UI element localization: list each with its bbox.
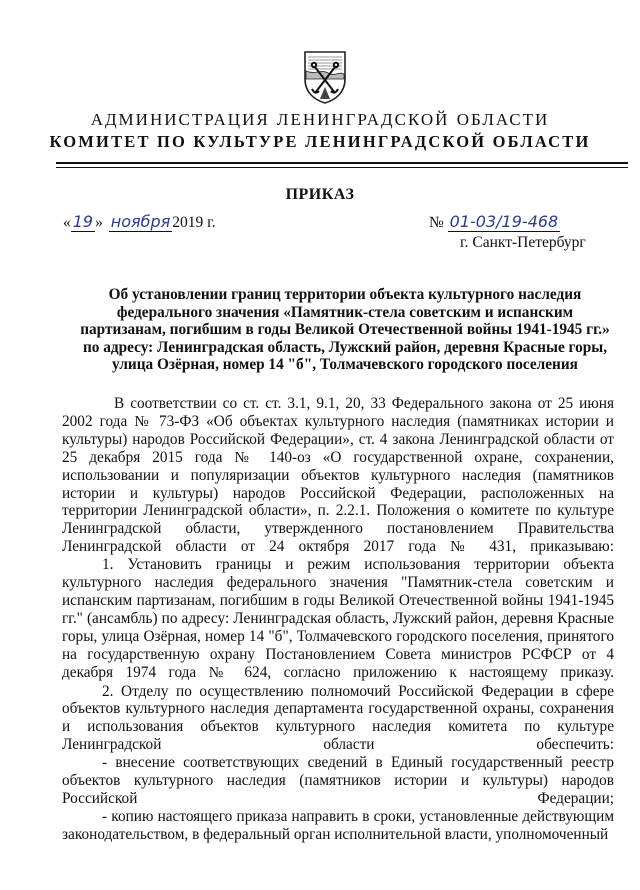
order-date	[63, 212, 216, 232]
paragraph-item-1: 1. Установить границы и режим использования территории объекта культурного наследия федерального значения "Памятник-стела советским и испанским партизанам, погибшим в годы Великой Отечественной войны 1941-1945 гг." (ансамбль) по адресу: Ленинградская область, Лужский район, деревня Красные горы, улица Озёрная, номер 14 "б", Толмачевского городского поселения, принятого на государственную охрану Постановлением Совета министров РСФСР от 4 декабря 1974 года № 624, согласно приложению к настоящему приказу.	[62, 556, 614, 681]
paragraph-bullet-copy: - копию настоящего приказа направить в сроки, установленные действующим законодательством, в федеральный орган исполнительной власти, уполномоченный	[62, 807, 614, 843]
order-subject: Об установлении границ территории объекта культурного наследия федерального значения «Памятник-стела советским и испанским партизанам, погибшим в годы Великой Отечественной войны 1941-1945 гг.» по адресу: Ленинградская область, Лужский район, деревня Красные горы, улица Озёрная, номер 14 "б", Толмачевского городского поселения	[80, 286, 610, 374]
paragraph-preamble: В соответствии со ст. ст. 3.1, 9.1, 20, 33 Федерального закона от 25 июня 2002 года № 73-ФЗ «Об объектах культурного наследия (памятниках истории и культуры) народов Российской Федерации», ст. 4 закона Ленинградской области от 25 декабря 2015 года № 140-оз «О государственной охране, сохранении, использовании и популяризации объектов культурного наследия (памятников истории и культуры) народов Российской Федерации, расположенных на территории Ленинградской области», п. 2.2.1. Положения о комитете по культуре Ленинградской области, утвержденного постановлением Правительства Ленинградской области от 24 октября 2017 года № 431, приказываю:	[62, 395, 614, 556]
agency-name: АДМИНИСТРАЦИЯ ЛЕНИНГРАДСКОЙ ОБЛАСТИ	[90, 110, 550, 129]
paragraph-item-2: 2. Отделу по осуществлению полномочий Российской Федерации в сфере объектов культурного наследия департамента государственной охраны, сохранения и использования объектов культурного наследия комитета по культуре Ленинградской области обеспечить:	[62, 682, 614, 754]
header-divider-thin	[56, 167, 628, 168]
date-close-quote: »	[95, 214, 103, 231]
date-year: 2019 г.	[172, 214, 216, 231]
coat-of-arms-icon	[302, 49, 348, 105]
order-body	[62, 395, 614, 844]
order-number	[429, 212, 560, 232]
date-open-quote: «	[63, 214, 71, 231]
issue-city: г. Санкт-Петербург	[460, 234, 586, 251]
number-label: №	[429, 214, 444, 231]
number-value: 01-03/19-468	[449, 212, 559, 231]
date-month: ноября	[110, 212, 171, 231]
committee-name: КОМИТЕТ ПО КУЛЬТУРЕ ЛЕНИНГРАДСКОЙ ОБЛАСТИ	[49, 132, 591, 151]
date-day: 19	[72, 212, 94, 231]
header-divider-thick	[56, 162, 628, 164]
paragraph-bullet-register: - внесение соответствующих сведений в Единый государственный реестр объектов культурного наследия (памятников истории и культуры) народов Российской Федерации;	[62, 754, 614, 807]
document-title: ПРИКАЗ	[285, 186, 355, 203]
